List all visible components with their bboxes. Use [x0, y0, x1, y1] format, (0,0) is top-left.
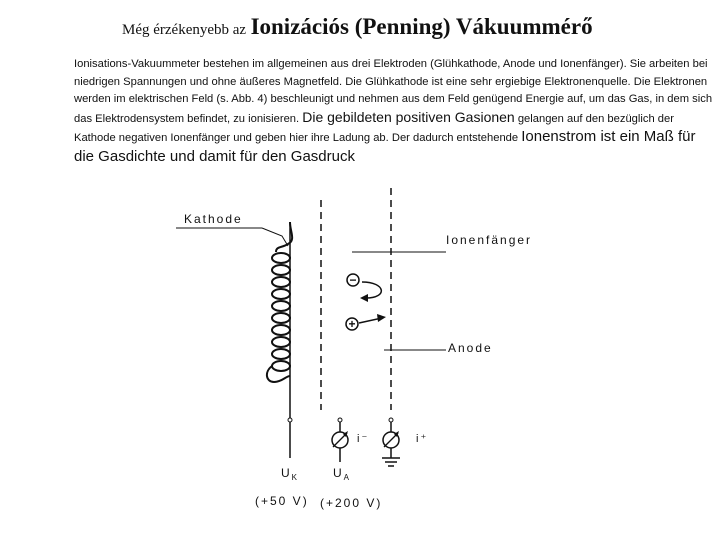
cathode-label-leader: [262, 228, 288, 246]
meter1-label: i⁻: [357, 433, 370, 445]
cathode-label: Kathode: [184, 212, 243, 226]
collector-label: Ionenfänger: [446, 233, 533, 247]
electron-sign: −: [349, 273, 357, 287]
anode-label: Anode: [448, 341, 493, 355]
title-main: Ionizációs (Penning) Vákuummérő: [250, 14, 593, 39]
meter2-label: i⁺: [416, 433, 429, 445]
ion-sign: +: [348, 317, 356, 331]
ua-label: U: [333, 466, 344, 480]
anode-voltage-value: (+200 V): [320, 496, 383, 510]
description-part3: gelangen auf den bezüglich der Kathode negativen Ionenfänger und geben hier ihre Ladung ab. Der dadurch entstehende: [74, 112, 674, 145]
anode-terminal: [338, 418, 342, 422]
description-part1: Ionisations-Vakuummeter bestehen im allgemeinen aus drei Elektroden (Glühkathode, Anode und Ionenfänger). Sie arbeiten bei niedrigen Spannungen und ohne äußeres Magnetfeld. Die Glühkathode ist eine sehr ergiebige Elektronenquelle. Die Elektronen werden im elektrischen Feld (s. Abb. 4) beschleunigt und nehmen aus dem Feld genügend Energie auf, um das Gas, in dem sich das Elektrodensystem befindet, zu ionisieren.: [74, 58, 713, 125]
filament-lead-bottom: [267, 366, 290, 382]
filament-coil: [272, 253, 290, 371]
cathode-terminal: [288, 418, 292, 422]
ion-arrowhead: [377, 314, 386, 322]
anode-voltage-symbol: [333, 466, 351, 482]
cathode-voltage-value: (+50 V): [255, 494, 309, 508]
uk-label: U: [281, 466, 292, 480]
uk-subscript: K: [291, 473, 300, 482]
title-prefix: Még érzékenyebb az: [122, 22, 247, 38]
ground-icon: [382, 458, 400, 466]
cathode-voltage-symbol: [281, 466, 299, 482]
description-part2: Die gebildeten positiven Gasionen: [302, 108, 515, 125]
ua-subscript: A: [343, 473, 352, 482]
description-part4: Ionenstrom ist ein Maß für die Gasdichte und damit für den Gasdruck: [74, 128, 696, 165]
electron-arrowhead: [360, 294, 368, 302]
collector-terminal: [389, 418, 393, 422]
